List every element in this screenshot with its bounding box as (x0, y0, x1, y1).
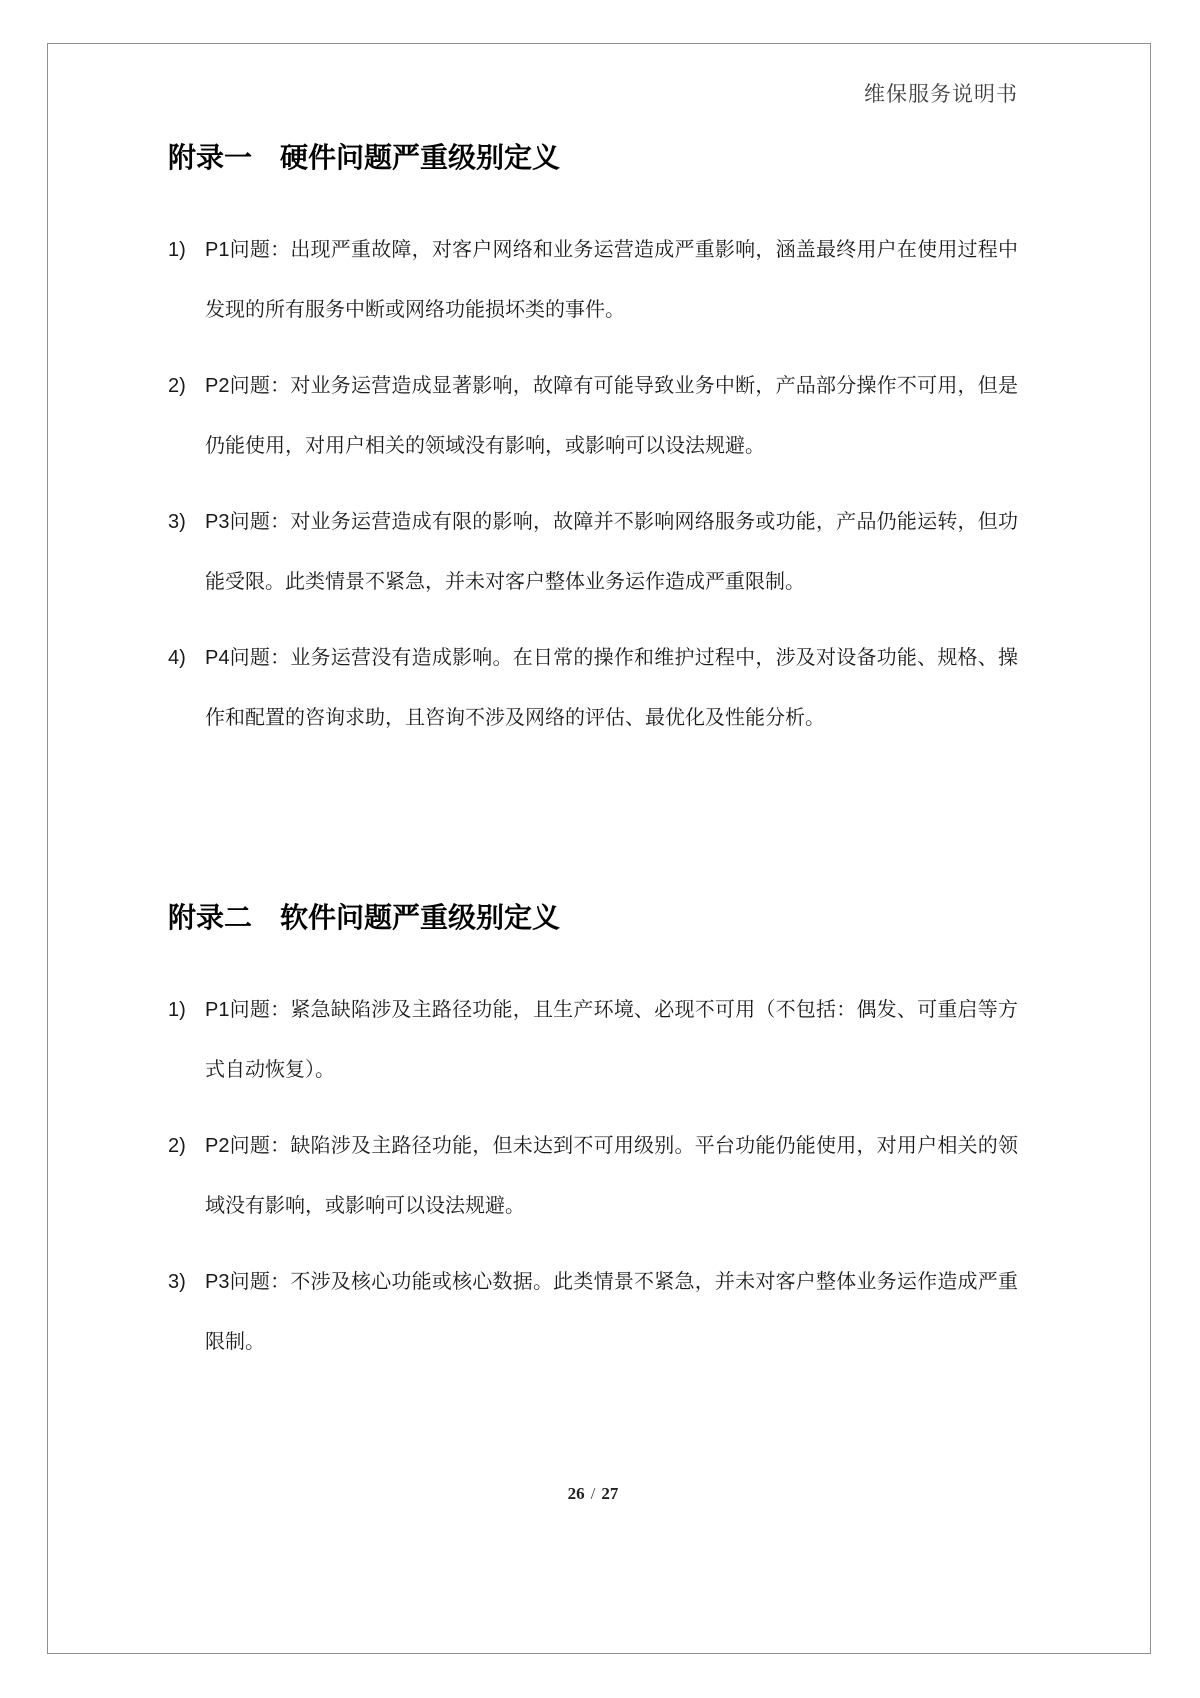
appendix-2-section (168, 898, 1018, 1388)
list-item (168, 1116, 1018, 1236)
total-page-number: 27 (601, 1484, 619, 1503)
item-text: P3问题：不涉及核心功能或核心数据。此类情景不紧急，并未对客户整体业务运作造成严重限制。 (205, 1271, 1018, 1353)
item-text: P1问题：出现严重故障，对客户网络和业务运营造成严重影响，涵盖最终用户在使用过程中发现的所有服务中断或网络功能损坏类的事件。 (205, 239, 1018, 321)
item-number: 3) (168, 511, 186, 533)
item-number: 3) (168, 1271, 186, 1293)
list-item (168, 628, 1018, 748)
list-item (168, 356, 1018, 476)
list-item (168, 1252, 1018, 1372)
current-page-number: 26 (567, 1484, 585, 1503)
item-number: 4) (168, 647, 186, 669)
item-text: P4问题：业务运营没有造成影响。在日常的操作和维护过程中，涉及对设备功能、规格、操作和配置的咨询求助，且咨询不涉及网络的评估、最优化及性能分析。 (205, 647, 1018, 729)
page-header-title: 维保服务说明书 (864, 82, 1018, 106)
item-number: 2) (168, 375, 186, 397)
list-item (168, 980, 1018, 1100)
page-footer (168, 1484, 1018, 1504)
item-text: P3问题：对业务运营造成有限的影响，故障并不影响网络服务或功能，产品仍能运转，但功能受限。此类情景不紧急，并未对客户整体业务运作造成严重限制。 (205, 511, 1018, 593)
item-number: 1) (168, 239, 186, 261)
item-text: P2问题：对业务运营造成显著影响，故障有可能导致业务中断，产品部分操作不可用，但是仍能使用，对用户相关的领域没有影响，或影响可以设法规避。 (205, 375, 1018, 457)
page-number-separator: / (590, 1484, 596, 1503)
item-number: 1) (168, 999, 186, 1021)
item-text: P1问题：紧急缺陷涉及主路径功能，且生产环境、必现不可用（不包括：偶发、可重启等方式自动恢复）。 (205, 999, 1018, 1081)
appendix-1-section (168, 138, 1018, 764)
list-item (168, 492, 1018, 612)
item-text: P2问题：缺陷涉及主路径功能，但未达到不可用级别。平台功能仍能使用，对用户相关的领域没有影响，或影响可以设法规避。 (205, 1135, 1018, 1217)
list-item (168, 220, 1018, 340)
appendix-2-list (168, 980, 1018, 1372)
appendix-2-title: 附录二 软件问题严重级别定义 (168, 902, 561, 933)
appendix-1-list (168, 220, 1018, 748)
item-number: 2) (168, 1135, 186, 1157)
appendix-1-title: 附录一 硬件问题严重级别定义 (168, 142, 561, 173)
